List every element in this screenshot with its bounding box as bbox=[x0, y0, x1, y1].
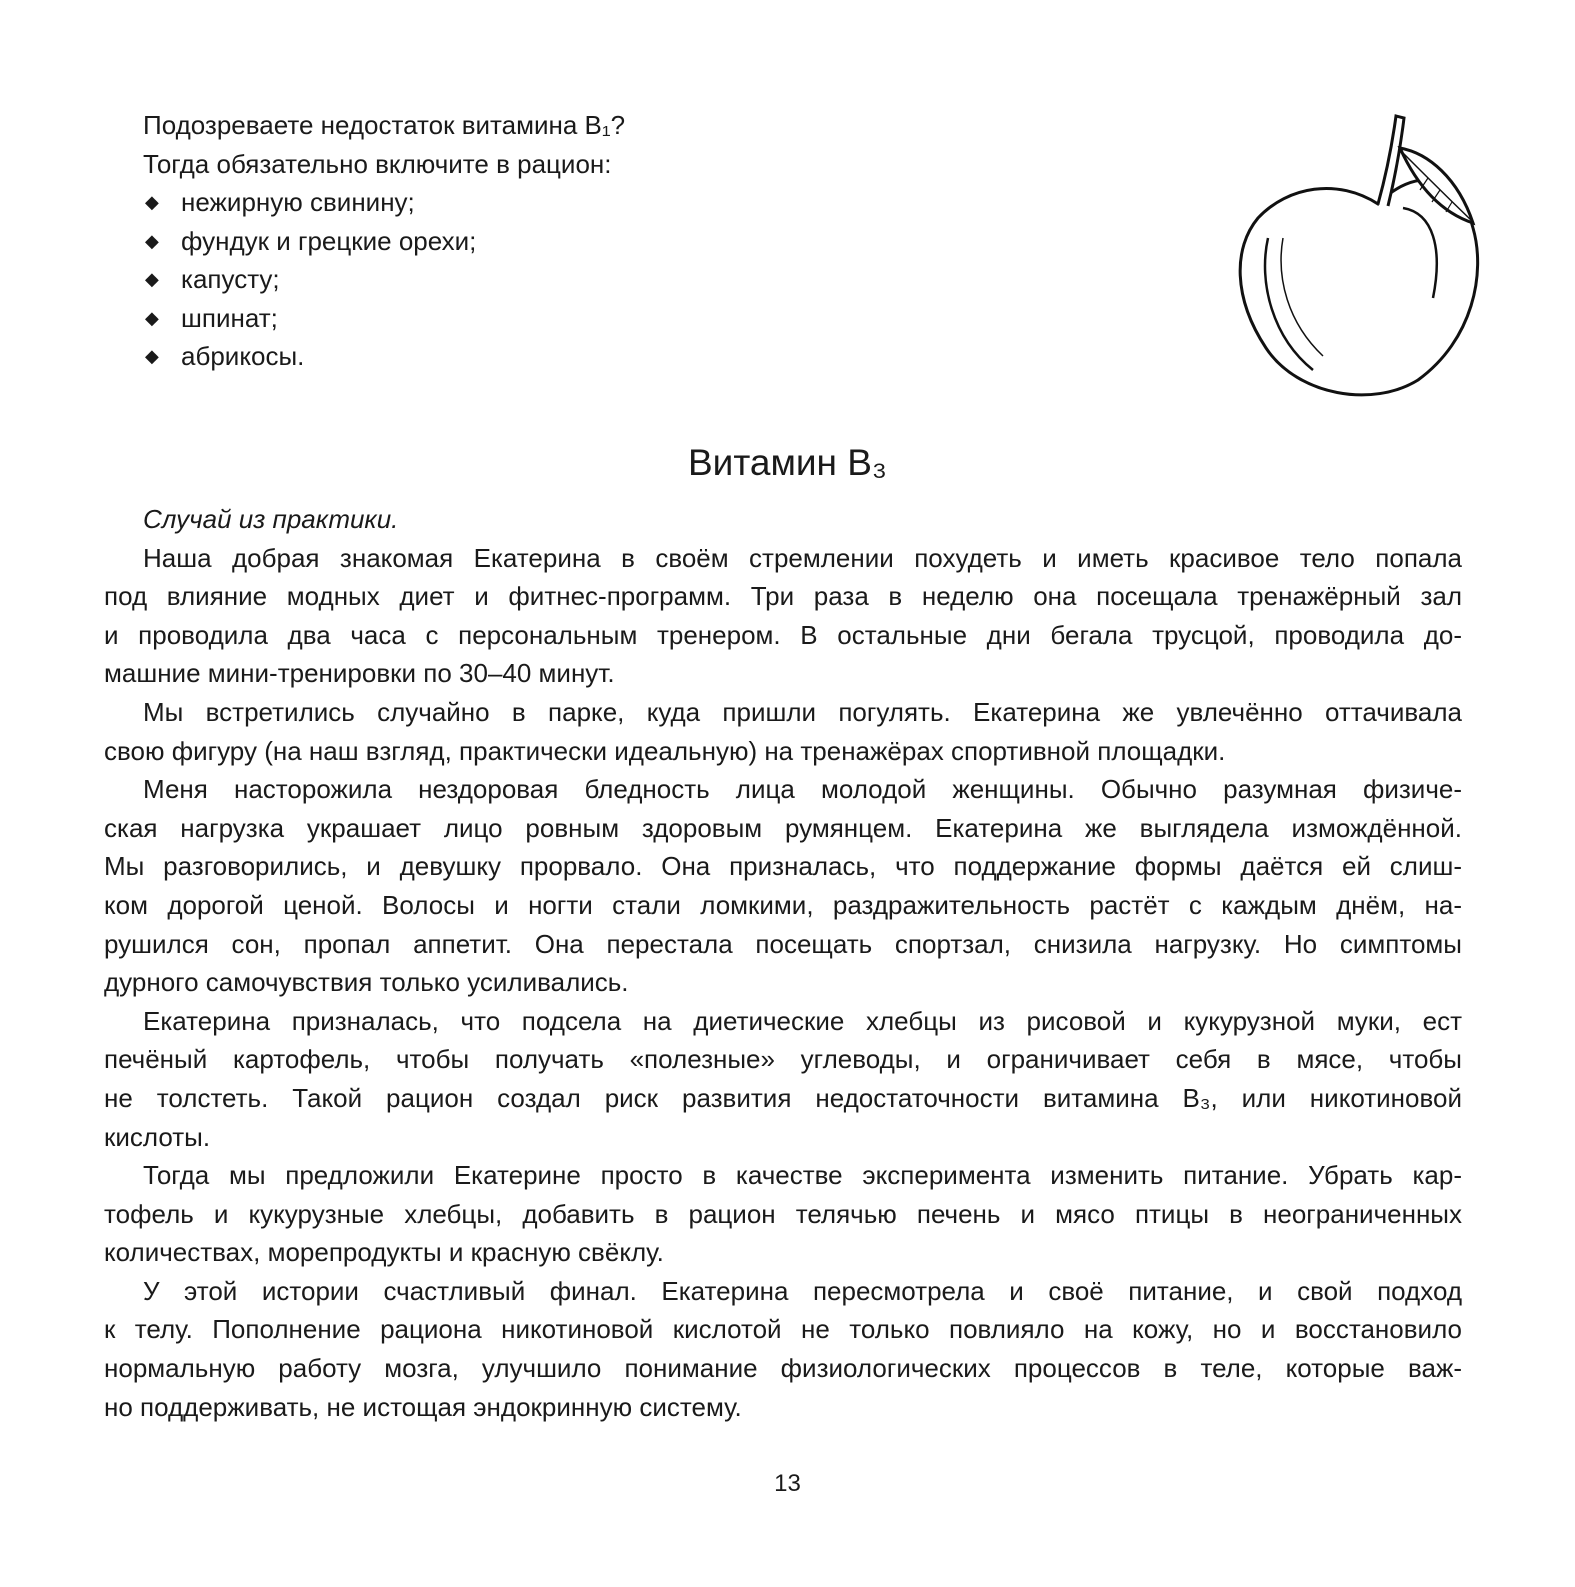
text-line: количествах, морепродукты и красную свёклу. bbox=[104, 1237, 664, 1268]
text-line: Мы разговорились, и девушку прорвало. Она призналась, что поддержание формы даётся ей слиш- bbox=[104, 851, 1462, 882]
text-line: тофель и кукурузные хлебцы, добавить в рацион телячью печень и мясо птицы в неограниченных bbox=[104, 1198, 1462, 1229]
text-line: Мы встретились случайно в парке, куда пришли погулять. Екатерина же увлечённо оттачивала bbox=[143, 696, 1462, 727]
bullet-icon: ◆ bbox=[145, 192, 159, 212]
article-body bbox=[104, 500, 1462, 1426]
paragraph bbox=[104, 1156, 1462, 1272]
paragraph bbox=[104, 1002, 1462, 1156]
paragraph bbox=[104, 539, 1462, 693]
text-line: Меня насторожила нездоровая бледность лица молодой женщины. Обычно разумная физиче- bbox=[143, 774, 1462, 805]
list-item-text: абрикосы. bbox=[181, 341, 305, 371]
text-line: и проводила два часа с персональным тренером. В остальные дни бегала трусцой, проводила до- bbox=[104, 619, 1462, 650]
paragraph bbox=[104, 693, 1462, 770]
bullet-icon: ◆ bbox=[145, 307, 159, 328]
text-line: ская нагрузка украшает лицо ровным здоровым румянцем. Екатерина же выглядела измождённой. bbox=[104, 812, 1462, 843]
intro-instruction: Тогда обязательно включите в рацион: bbox=[143, 148, 612, 179]
list-item bbox=[143, 183, 625, 222]
list-item bbox=[143, 299, 625, 338]
text-line: к телу. Пополнение рациона никотиновой кислотой не только повлияло на кожу, но и восстановило bbox=[104, 1314, 1462, 1345]
text-line: дурного самочувствия только усиливались. bbox=[104, 967, 629, 998]
text-line: рушился сон, пропал аппетит. Она перестала посещать спортзал, снизила нагрузку. Но симптомы bbox=[104, 928, 1462, 959]
intro-block bbox=[143, 106, 625, 376]
page-number: 13 bbox=[774, 1470, 801, 1497]
text-line: Наша добрая знакомая Екатерина в своём стремлении похудеть и иметь красивое тело попала bbox=[143, 542, 1462, 573]
list-item bbox=[143, 222, 625, 261]
text-line: кислоты. bbox=[104, 1121, 211, 1152]
bullet-icon: ◆ bbox=[145, 230, 159, 251]
text-line: но поддерживать, не истощая эндокринную систему. bbox=[104, 1391, 742, 1422]
bullet-icon: ◆ bbox=[145, 269, 159, 289]
text-line: У этой истории счастливый финал. Екатерина пересмотрела и своё питание, и свой подход bbox=[143, 1275, 1462, 1306]
text-line: печёный картофель, чтобы получать «полезные» углеводы, и ограничивает себя в мясе, чтобы bbox=[104, 1044, 1462, 1075]
plum-illustration bbox=[1228, 108, 1483, 400]
intro-question: Подозреваете недостаток витамина B₁? bbox=[143, 110, 626, 140]
list-item-text: шпинат; bbox=[181, 302, 278, 333]
text-line: свою фигуру (на наш взгляд, практически идеальную) на тренажёрах спортивной площадки. bbox=[104, 735, 1226, 766]
list-item-text: нежирную свинину; bbox=[181, 187, 415, 217]
bullet-icon: ◆ bbox=[145, 346, 159, 366]
list-item bbox=[143, 260, 625, 299]
case-label: Случай из практики. bbox=[143, 504, 399, 534]
list-item-text: фундук и грецкие орехи; bbox=[181, 225, 477, 256]
text-line: нормальную работу мозга, улучшило понимание физиологических процессов в теле, которые важ- bbox=[104, 1353, 1462, 1384]
list-item bbox=[143, 337, 625, 376]
paragraph bbox=[104, 1272, 1462, 1426]
paragraph bbox=[104, 770, 1462, 1002]
text-line: не толстеть. Такой рацион создал риск развития недостаточности витамина B₃, или никотиновой bbox=[104, 1082, 1462, 1113]
text-line: Тогда мы предложили Екатерине просто в качестве эксперимента изменить питание. Убрать кар- bbox=[143, 1160, 1462, 1191]
text-line: ком дорогой ценой. Волосы и ногти стали ломкими, раздражительность растёт с каждым днём, на- bbox=[104, 889, 1462, 920]
section-heading: Витамин B₃ bbox=[687, 442, 888, 483]
text-line: машние мини-тренировки по 30–40 минут. bbox=[104, 658, 615, 689]
text-line: под влияние модных диет и фитнес-программ. Три раза в неделю она посещала тренажёрный зал bbox=[104, 581, 1462, 612]
text-line: Екатерина призналась, что подсела на диетические хлебцы из рисовой и кукурузной муки, ест bbox=[143, 1005, 1462, 1036]
list-item-text: капусту; bbox=[181, 264, 280, 294]
food-list bbox=[143, 183, 625, 376]
